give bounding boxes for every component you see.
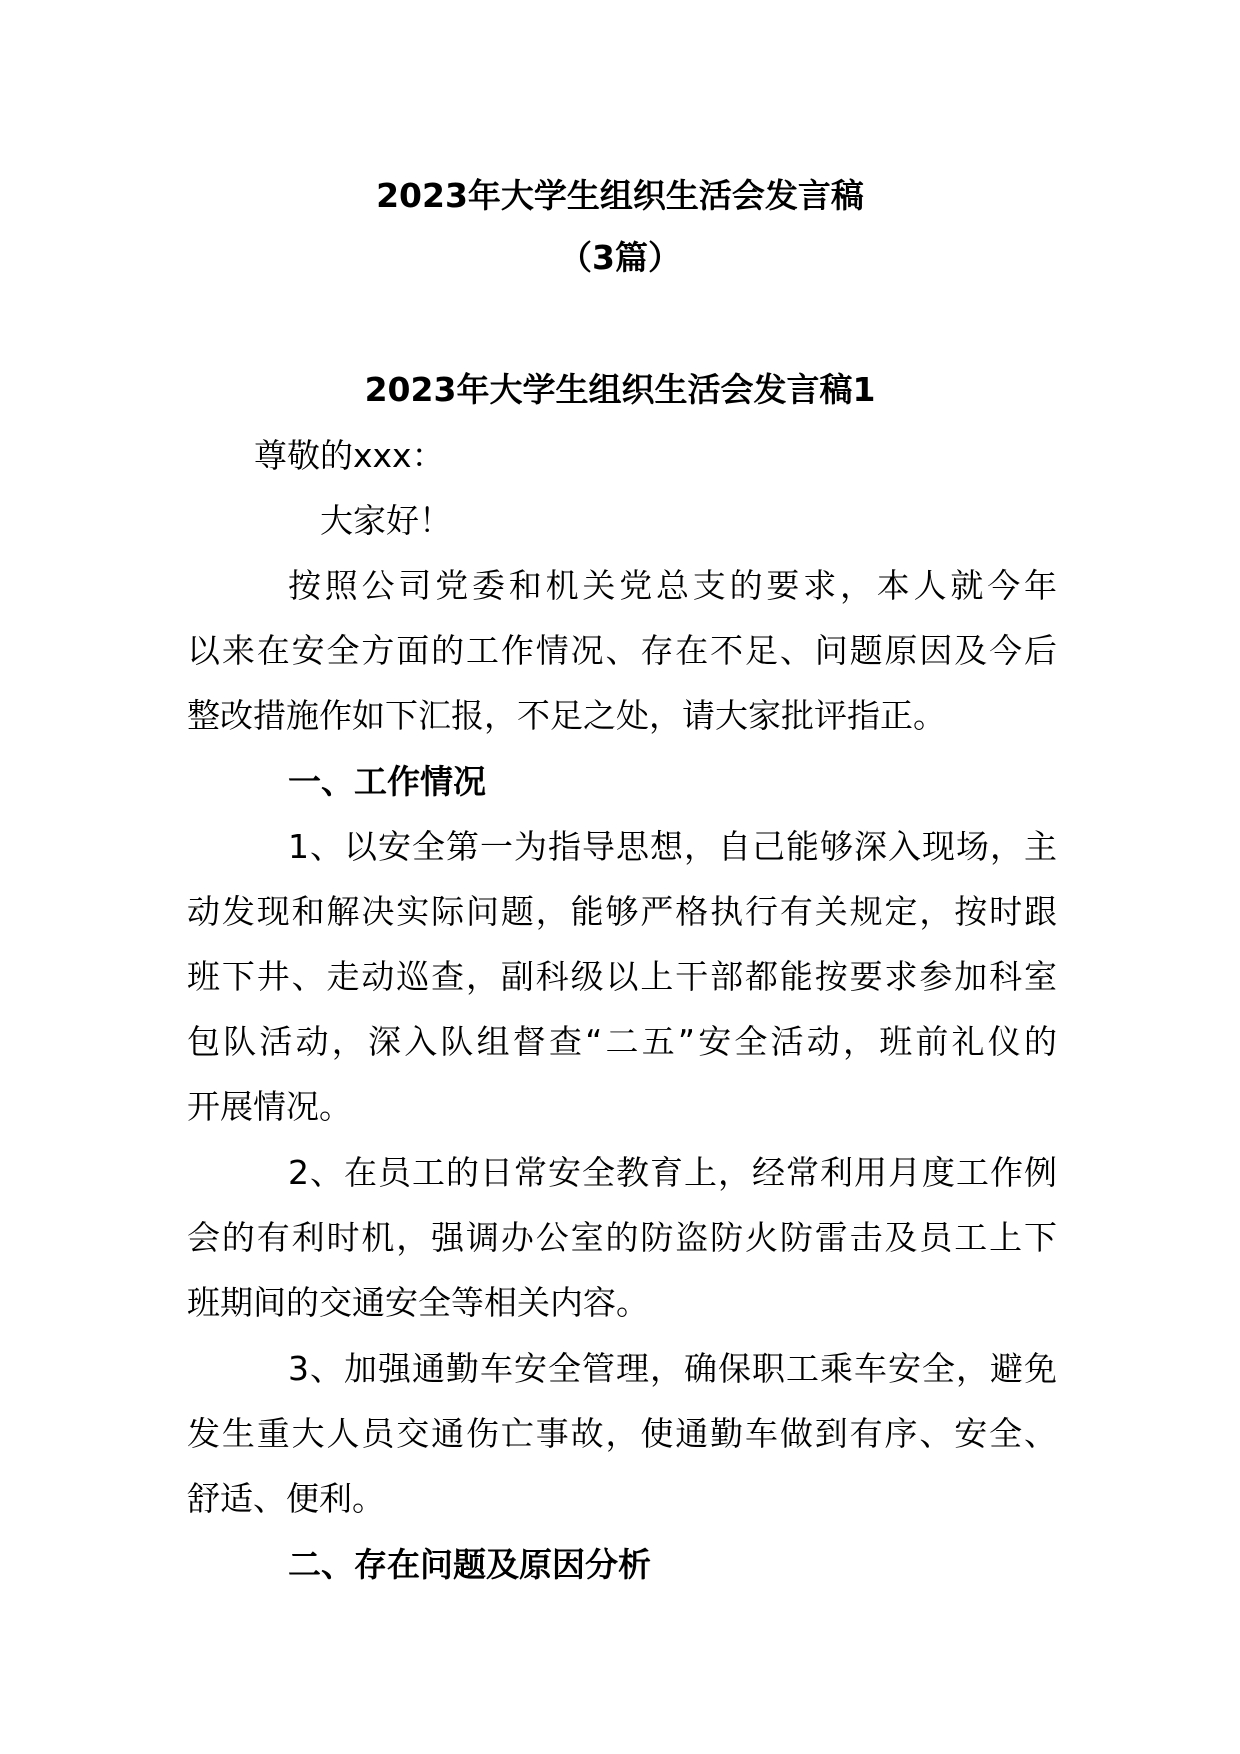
intro-line: 以来在安全方面的工作情况、存在不足、问题原因及今后 [187, 631, 1057, 670]
section-title: 2023年大学生组织生活会发言稿1 [364, 370, 876, 409]
item-1-line: 开展情况。 [187, 1087, 352, 1126]
item-2-line: 2、在员工的日常安全教育上，经常利用月度工作例 [288, 1153, 1057, 1192]
intro-line: 整改措施作如下汇报，不足之处，请大家批评指正。 [187, 696, 946, 735]
item-3-line: 3、加强通勤车安全管理，确保职工乘车安全，避免 [288, 1349, 1057, 1388]
intro-line: 按照公司党委和机关党总支的要求，本人就今年 [288, 566, 1057, 605]
item-2-line: 会的有利时机，强调办公室的防盗防火防雷击及员工上下 [187, 1218, 1057, 1257]
document-subtitle: （3篇） [559, 238, 681, 277]
heading-work-status: 一、工作情况 [288, 762, 486, 801]
item-3-line: 舒适、便利。 [187, 1479, 385, 1518]
item-3-line: 发生重大人员交通伤亡事故，使通勤车做到有序、安全、 [187, 1414, 1057, 1453]
salutation: 尊敬的xxx： [254, 436, 445, 475]
item-1-line: 班下井、走动巡查，副科级以上干部都能按要求参加科室 [187, 957, 1057, 996]
heading-problems-analysis: 二、存在问题及原因分析 [288, 1545, 651, 1584]
document-title: 2023年大学生组织生活会发言稿 [376, 176, 864, 215]
item-1-line: 包队活动，深入队组督查“二五”安全活动，班前礼仪的 [187, 1022, 1057, 1061]
item-1-line: 1、以安全第一为指导思想，自己能够深入现场，主 [288, 827, 1057, 866]
item-1-line: 动发现和解决实际问题，能够严格执行有关规定，按时跟 [187, 892, 1057, 931]
item-2-line: 班期间的交通安全等相关内容。 [187, 1283, 649, 1322]
greeting: 大家好！ [320, 501, 452, 540]
